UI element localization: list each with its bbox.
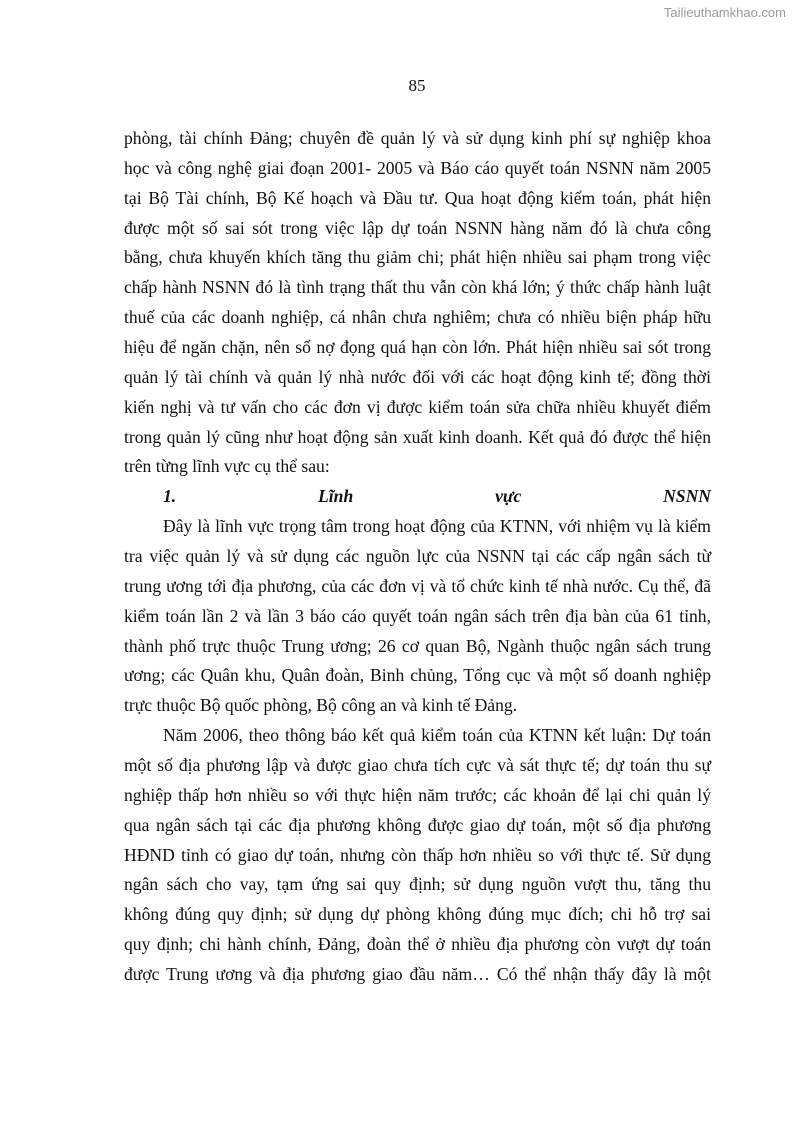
text-line: chấp hành NSNN đó là tình trạng thất thu vẫn còn khá lớn; ý thức chấp hành luật (124, 277, 711, 298)
page-number: 85 (408, 76, 426, 95)
text-line: trực thuộc Bộ quốc phòng, Bộ công an và kinh tế Đảng. (124, 695, 518, 716)
text-line: qua ngân sách tại các địa phương không được giao dự toán, một số địa phương (124, 814, 711, 835)
text-line: ương; các Quân khu, Quân đoàn, Binh chủng, Tổng cục và một số doanh nghiệp (124, 665, 711, 686)
text-line: trên từng lĩnh vực cụ thể sau: (124, 456, 330, 477)
text-line: tại Bộ Tài chính, Bộ Kế hoạch và Đầu tư. Qua hoạt động kiểm toán, phát hiện (124, 187, 711, 208)
text-line: quản lý tài chính và quản lý nhà nước đối với các hoạt động kinh tế; đồng thời (124, 366, 711, 387)
body-text (124, 124, 711, 990)
text-line: ngân sách cho vay, tạm ứng sai quy định; sử dụng nguồn vượt thu, tăng thu (124, 874, 711, 895)
text-line: phòng, tài chính Đảng; chuyên đề quản lý và sử dụng kinh phí sự nghiệp khoa (124, 128, 711, 148)
text-line: bằng, chưa khuyến khích tăng thu giảm chi; phát hiện nhiều sai phạm trong việc (124, 247, 711, 268)
text-line: không đúng quy định; sử dụng dự phòng không đúng mục đích; chi hỗ trợ sai (124, 904, 711, 925)
text-line: học và công nghệ giai đoạn 2001- 2005 và Báo cáo quyết toán NSNN năm 2005 (124, 157, 711, 178)
text-line: thuế của các doanh nghiệp, cá nhân chưa nghiêm; chưa có nhiều biện pháp hữu (124, 307, 711, 328)
text-line: nghiệp thấp hơn nhiều so với thực hiện năm trước; các khoản để lại chi quản lý (124, 784, 711, 805)
paragraph-1 (124, 124, 711, 482)
paragraph-3 (124, 721, 711, 990)
text-line: được một số sai sót trong việc lập dự toán NSNN hàng năm đó là chưa công (124, 217, 711, 238)
text-line: kiến nghị và tư vấn cho các đơn vị được kiểm toán sửa chữa nhiều khuyết điểm (124, 396, 711, 417)
text-line: kiểm toán lần 2 và lần 3 báo cáo quyết toán ngân sách trên địa bàn của 61 tỉnh, (124, 605, 711, 626)
text-line: trong quản lý cũng như hoạt động sản xuất kinh doanh. Kết quả đó được thể hiện (124, 426, 711, 447)
text-line: thành phố trực thuộc Trung ương; 26 cơ quan Bộ, Ngành thuộc ngân sách trung (124, 635, 711, 656)
text-line: HĐND tỉnh có giao dự toán, nhưng còn thấp hơn nhiều so với thực tế. Sử dụng (124, 844, 711, 865)
paragraph-2 (124, 512, 711, 721)
text-line: một số địa phương lập và được giao chưa tích cực và sát thực tế; dự toán thu sự (124, 755, 711, 776)
text-line: Năm 2006, theo thông báo kết quả kiểm toán của KTNN kết luận: Dự toán (163, 725, 711, 746)
text-line: được Trung ương và địa phương giao đầu năm… Có thể nhận thấy đây là một (124, 964, 711, 985)
text-line: trung ương tới địa phương, của các đơn vị và tổ chức kinh tế nhà nước. Cụ thể, đã (124, 575, 711, 596)
text-line: hiệu để ngăn chặn, nên số nợ đọng quá hạn còn lớn. Phát hiện nhiều sai sót trong (124, 337, 711, 358)
text-line: Đây là lĩnh vực trọng tâm trong hoạt động của KTNN, với nhiệm vụ là kiểm (163, 516, 711, 537)
text-line: tra việc quản lý và sử dụng các nguồn lực của NSNN tại các cấp ngân sách từ (124, 546, 711, 567)
watermark: Tailieuthamkhao.com (663, 5, 786, 20)
text-line: quy định; chi hành chính, Đảng, đoàn thể ở nhiều địa phương còn vượt dự toán (124, 934, 711, 955)
section-heading: 1. Lĩnh vực NSNN (163, 486, 711, 507)
